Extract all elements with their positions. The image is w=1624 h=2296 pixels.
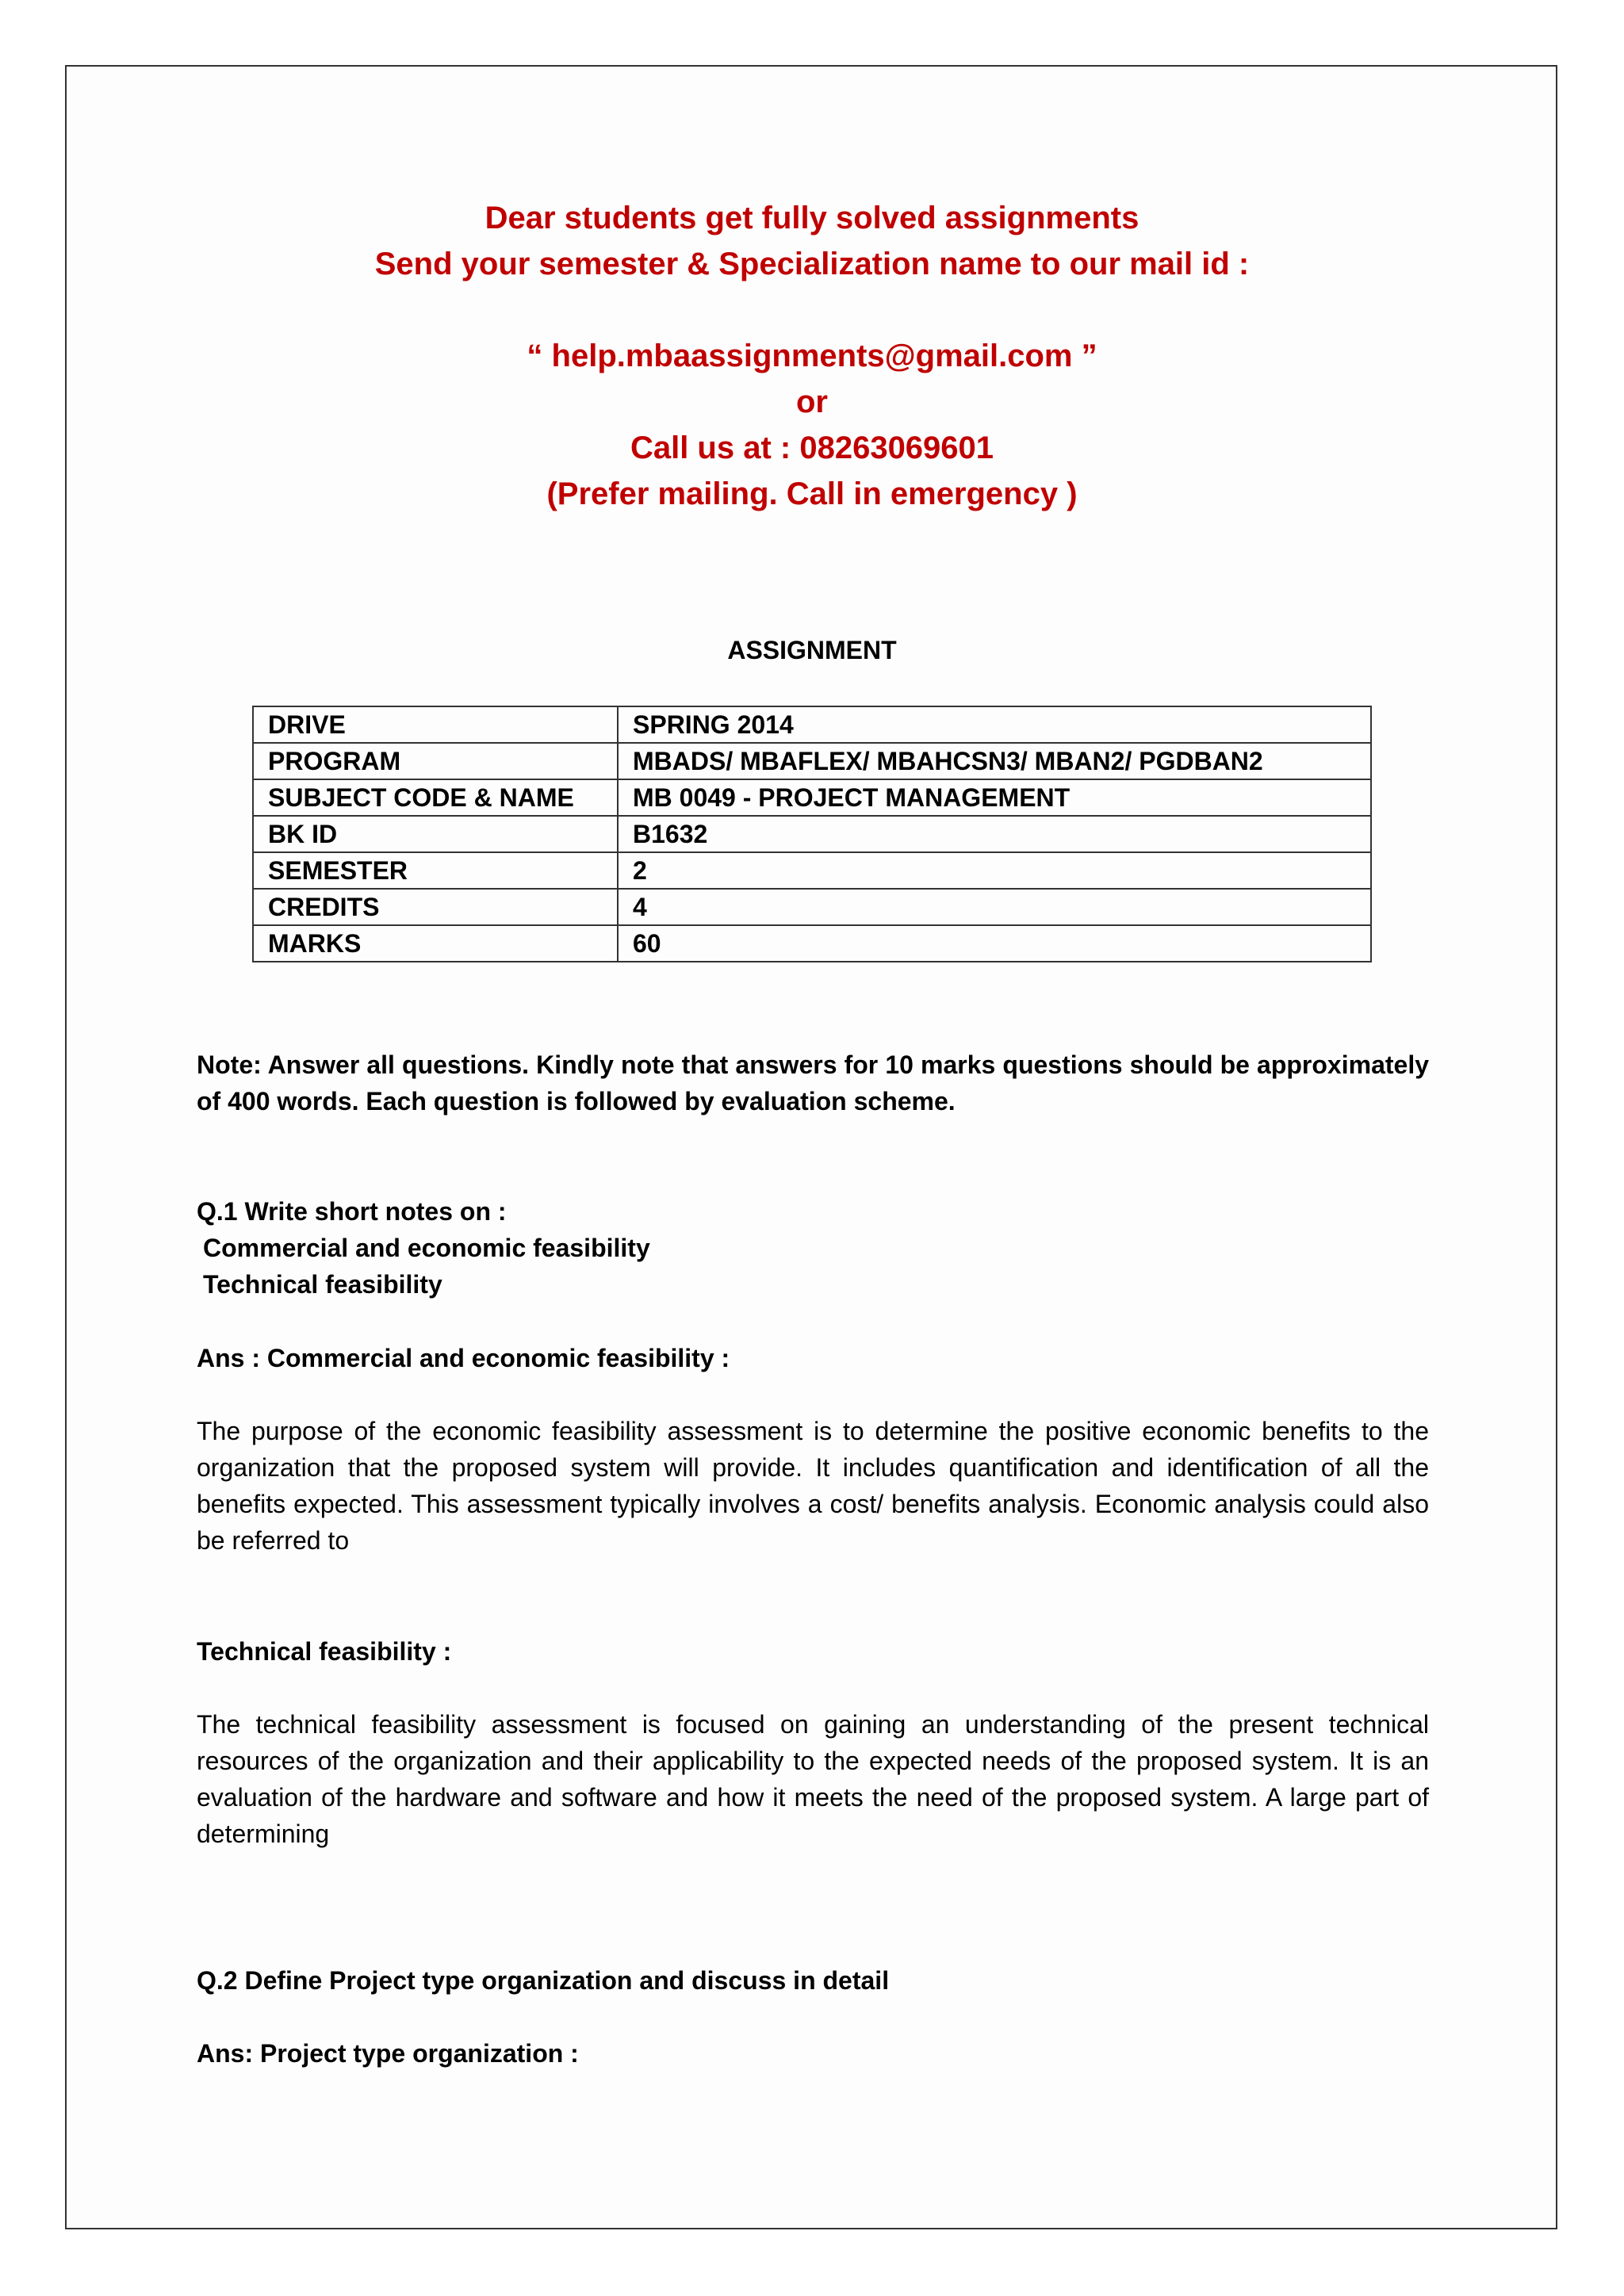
- promo-call: Call us at : 08263069601: [630, 430, 994, 465]
- technical-feasibility-paragraph: The technical feasibility assessment is focused on gaining an understanding of the present technical resources of the organization and their applicability to the expected needs of the proposed system. It is an evaluation of the hardware and software and how it meets the need of the proposed system. A large part of determining: [197, 1710, 1429, 1848]
- table-cell-key: MARKS: [253, 925, 618, 962]
- table-cell-value: SPRING 2014: [618, 706, 1371, 743]
- table-row: [253, 743, 1371, 779]
- assignment-title: ASSIGNMENT: [727, 636, 897, 664]
- q1-answer-paragraph: The purpose of the economic feasibility assessment is to determine the positive economic benefits to the organization that the proposed system will provide. It includes quantification and identification of all the benefits expected. This assessment typically involves a cost/ benefits analysis. Economic analysis could also be referred to: [197, 1417, 1429, 1555]
- table-cell-key: PROGRAM: [253, 743, 618, 779]
- table-row: [253, 925, 1371, 962]
- table-cell-value: MBADS/ MBAFLEX/ MBAHCSN3/ MBAN2/ PGDBAN2: [618, 743, 1371, 779]
- promo-or: or: [796, 385, 828, 419]
- table-row: [253, 889, 1371, 925]
- promo-prefer: (Prefer mailing. Call in emergency ): [546, 476, 1078, 511]
- q2-question: Q.2 Define Project type organization and discuss in detail: [197, 1966, 890, 1995]
- note-paragraph: Note: Answer all questions. Kindly note that answers for 10 marks questions should be approximately of 400 words. Each question is followed by evaluation scheme.: [197, 1050, 1429, 1115]
- promo-email: “ help.mbaassignments@gmail.com ”: [527, 339, 1097, 373]
- q1-item-technical: Technical feasibility: [203, 1270, 442, 1299]
- table-cell-key: DRIVE: [253, 706, 618, 743]
- q2-answer-heading: Ans: Project type organization :: [197, 2039, 579, 2068]
- table-cell-key: SUBJECT CODE & NAME: [253, 779, 618, 816]
- q1-block: [197, 1193, 1429, 1303]
- q1-item-commercial: Commercial and economic feasibility: [203, 1234, 650, 1262]
- table-cell-value: 2: [618, 852, 1371, 889]
- promo-block: [0, 195, 1624, 517]
- q1-question: Q.1 Write short notes on :: [197, 1197, 507, 1226]
- promo-line-1: Dear students get fully solved assignments: [485, 201, 1139, 235]
- technical-feasibility-heading: Technical feasibility :: [197, 1637, 452, 1666]
- table-row: [253, 779, 1371, 816]
- table-cell-key: SEMESTER: [253, 852, 618, 889]
- table-cell-value: MB 0049 - PROJECT MANAGEMENT: [618, 779, 1371, 816]
- promo-line-2: Send your semester & Specialization name to our mail id :: [374, 247, 1250, 281]
- table-cell-key: CREDITS: [253, 889, 618, 925]
- assignment-info-table: [252, 706, 1372, 962]
- table-cell-key: BK ID: [253, 816, 618, 852]
- table-cell-value: B1632: [618, 816, 1371, 852]
- table-cell-value: 60: [618, 925, 1371, 962]
- table-cell-value: 4: [618, 889, 1371, 925]
- table-row: [253, 706, 1371, 743]
- table-row: [253, 816, 1371, 852]
- q1-answer-heading: Ans : Commercial and economic feasibility :: [197, 1344, 730, 1372]
- table-row: [253, 852, 1371, 889]
